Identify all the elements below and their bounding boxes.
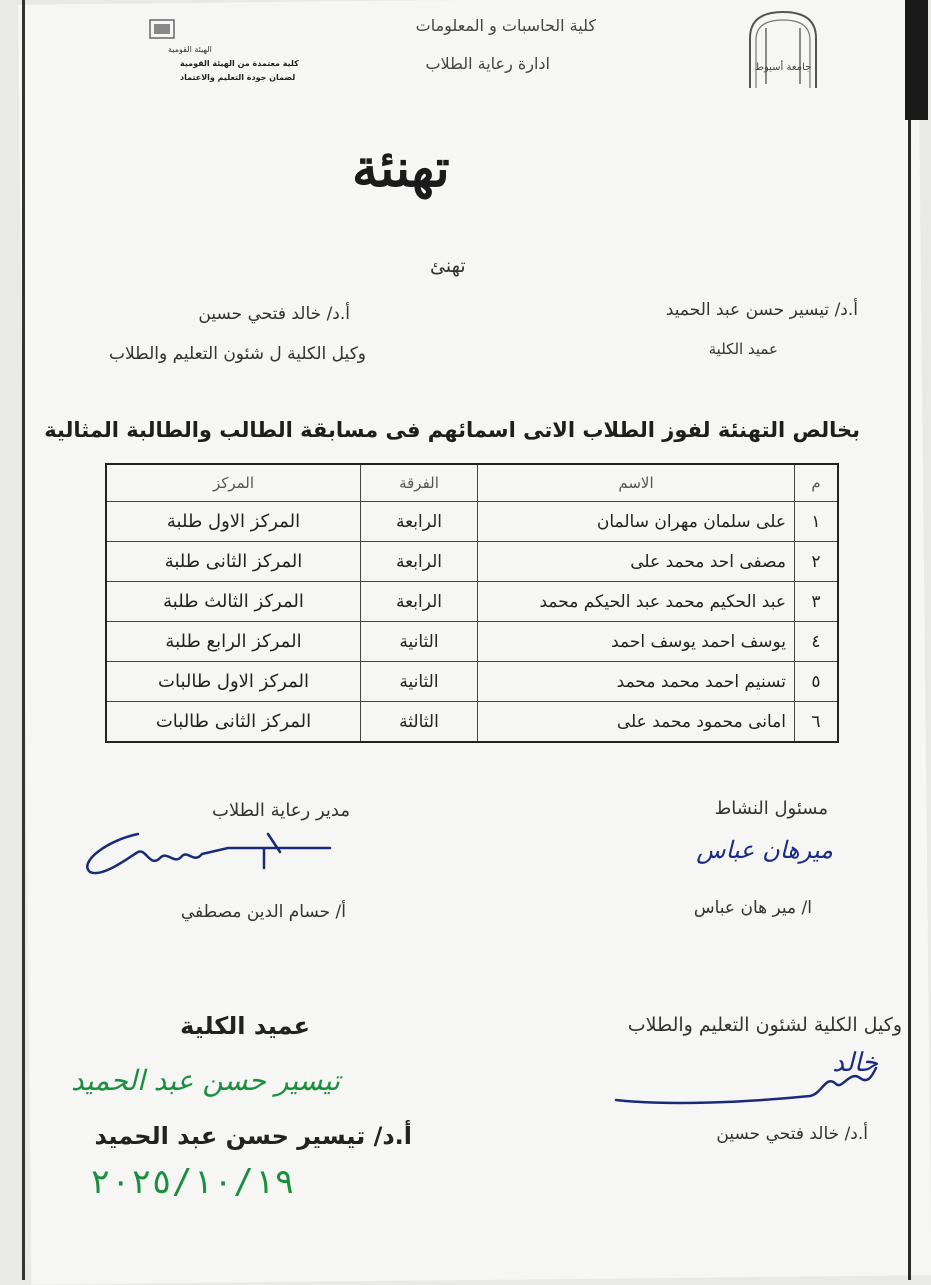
row-grade: الرابعة <box>361 542 478 582</box>
row-num: ٤ <box>795 622 839 662</box>
table-header-row <box>106 464 838 502</box>
logo-line-3: لضمان جودة التعليم والاعتماد <box>180 73 296 82</box>
table-row <box>106 542 838 582</box>
logo-line-2: كلية معتمدة من الهيئة القومية <box>180 59 299 68</box>
header-num: م <box>795 464 839 502</box>
row-grade: الثالثة <box>361 702 478 743</box>
row-rank: المركز الاول طلبة <box>106 502 361 542</box>
scan-background <box>905 0 928 120</box>
header-name: الاسم <box>478 464 795 502</box>
header-rank: المركز <box>106 464 361 502</box>
faculty-name: كلية الحاسبات و المعلومات <box>415 16 596 35</box>
header-grade: الفرقة <box>361 464 478 502</box>
row-rank: المركز الثالث طلبة <box>106 582 361 622</box>
row-num: ١ <box>795 502 839 542</box>
activity-officer-signature: ميرهان عباس <box>696 836 833 864</box>
row-rank: المركز الاول طالبات <box>106 662 361 702</box>
row-num: ٦ <box>795 702 839 743</box>
dean-name: أ.د/ تيسير حسن عبد الحميد <box>665 300 858 320</box>
page-edge-left <box>22 0 25 1280</box>
department-name: ادارة رعاية الطلاب <box>425 54 550 73</box>
vice-dean-signature-name: أ.د/ خالد فتحي حسين <box>716 1124 868 1144</box>
table-row <box>106 582 838 622</box>
vice-dean-signature: خالد <box>832 1048 878 1078</box>
row-rank: المركز الرابع طلبة <box>106 622 361 662</box>
dean-title: عميد الكلية <box>708 340 778 358</box>
table-row <box>106 662 838 702</box>
vice-title: وكيل الكلية ل شئون التعليم والطلاب <box>109 344 366 364</box>
dean-signature-title: عميد الكلية <box>180 1012 310 1040</box>
row-rank: المركز الثانى طلبة <box>106 542 361 582</box>
table-row <box>106 702 838 743</box>
row-name: مصفى احد محمد على <box>478 542 795 582</box>
vice-dean-signature-title: وكيل الكلية لشئون التعليم والطلاب <box>627 1014 902 1036</box>
row-grade: الثانية <box>361 622 478 662</box>
welfare-director-name: أ/ حسام الدين مصطفي <box>180 902 346 922</box>
row-grade: الرابعة <box>361 582 478 622</box>
row-name: على سلمان مهران سالمان <box>478 502 795 542</box>
winners-table <box>105 463 839 743</box>
university-logo <box>742 8 824 90</box>
row-name: عبد الحكيم محمد عبد الحيكم محمد <box>478 582 795 622</box>
dean-signature: تيسير حسن عبد الحميد <box>71 1064 340 1097</box>
welfare-director-signature <box>68 822 338 882</box>
page-edge-right <box>908 0 911 1280</box>
activity-officer-title: مسئول النشاط <box>714 798 828 819</box>
university-logo-text: جامعة أسيوط <box>754 62 812 73</box>
row-num: ٢ <box>795 542 839 582</box>
row-name: يوسف احمد يوسف احمد <box>478 622 795 662</box>
row-name: امانى محمود محمد على <box>478 702 795 743</box>
row-name: تسنيم احمد محمد محمد <box>478 662 795 702</box>
table-row <box>106 502 838 542</box>
congratulation-headline: بخالص التهنئة لفوز الطلاب الاتى اسمائهم فى مسابقة الطالب والطالبة المثالية <box>44 418 860 442</box>
document-title: تهنئة <box>352 138 450 199</box>
vice-name: أ.د/ خالد فتحي حسين <box>198 304 350 324</box>
activity-officer-name: ا/ مير هان عباس <box>693 898 812 918</box>
row-num: ٥ <box>795 662 839 702</box>
accreditation-logo <box>58 18 299 90</box>
signature-date: ٢٠٢٥/١٠/١٩ <box>90 1162 295 1202</box>
row-grade: الثانية <box>361 662 478 702</box>
intro-text: تهنئ <box>430 255 466 277</box>
row-grade: الرابعة <box>361 502 478 542</box>
welfare-director-title: مدير رعاية الطلاب <box>212 800 350 821</box>
row-rank: المركز الثانى طالبات <box>106 702 361 743</box>
dean-signature-name: أ.د/ تيسير حسن عبد الحميد <box>94 1122 412 1150</box>
row-num: ٣ <box>795 582 839 622</box>
logo-line-1: الهيئة القومية <box>168 45 212 54</box>
table-row <box>106 622 838 662</box>
